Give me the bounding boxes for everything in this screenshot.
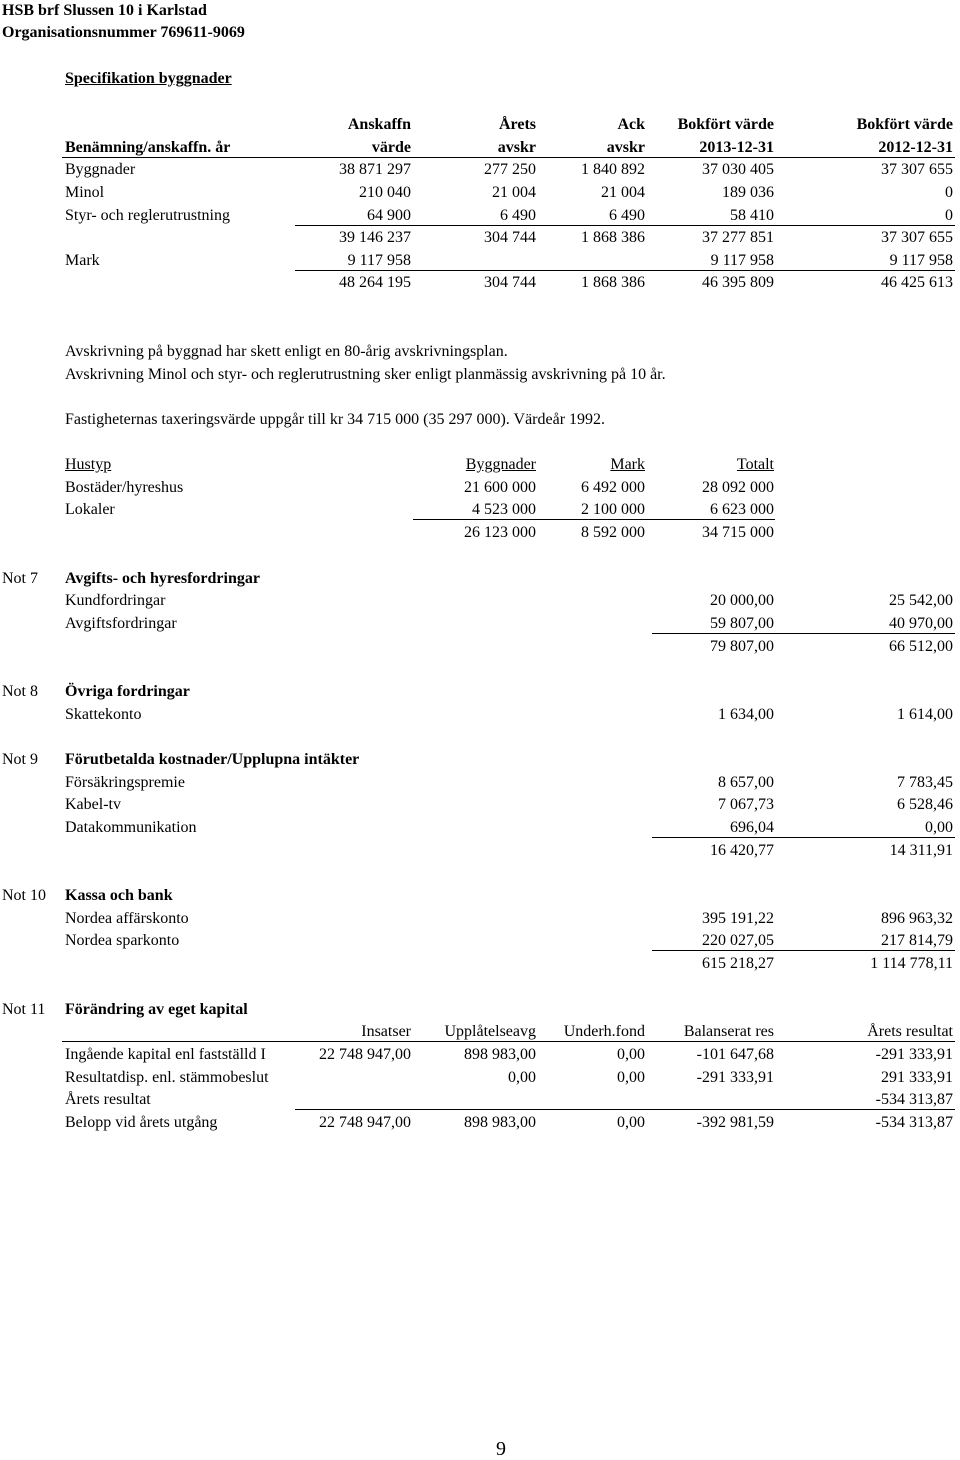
table-cell: 189 036 bbox=[722, 184, 774, 201]
table-cell: 696,04 bbox=[730, 819, 774, 836]
table-cell: 1 868 386 bbox=[581, 274, 645, 291]
spec-header-rule bbox=[62, 157, 955, 158]
table-cell: 9 117 958 bbox=[710, 252, 774, 269]
page-number: 9 bbox=[496, 1438, 506, 1460]
table-cell: -101 647,68 bbox=[696, 1046, 774, 1063]
table-cell: 48 264 195 bbox=[339, 274, 411, 291]
table-cell: 9 117 958 bbox=[347, 252, 411, 269]
table-row-label: Datakommunikation bbox=[65, 819, 197, 836]
table-cell: -291 333,91 bbox=[875, 1046, 953, 1063]
table-cell: 0 bbox=[945, 184, 953, 201]
spec-col-header-1a: Anskaffn bbox=[347, 116, 411, 133]
table-cell: 6 492 000 bbox=[581, 479, 645, 496]
tax-total-rule bbox=[413, 519, 775, 520]
org-number: Organisationsnummer 769611-9069 bbox=[2, 24, 245, 41]
table-cell: 64 900 bbox=[367, 207, 411, 224]
table-cell: 25 542,00 bbox=[889, 592, 953, 609]
equity-header: Årets resultat bbox=[867, 1023, 953, 1040]
table-cell: 9 117 958 bbox=[889, 252, 953, 269]
table-cell: 20 000,00 bbox=[710, 592, 774, 609]
table-row-label: Försäkringspremie bbox=[65, 774, 185, 791]
spec-col-header-3b: avskr bbox=[606, 139, 645, 156]
note-title: Övriga fordringar bbox=[65, 683, 190, 700]
note-text: Avskrivning Minol och styr- och reglerutrustning sker enligt planmässig avskrivning på 10 år. bbox=[65, 366, 666, 383]
table-cell: 898 983,00 bbox=[464, 1046, 536, 1063]
table-cell: 21 004 bbox=[601, 184, 645, 201]
note-label: Not 8 bbox=[2, 683, 38, 700]
table-row-label: Skattekonto bbox=[65, 706, 142, 723]
table-row-label: Årets resultat bbox=[65, 1091, 151, 1108]
table-cell: 6 528,46 bbox=[897, 796, 953, 813]
note-title: Kassa och bank bbox=[65, 887, 173, 904]
note-title: Förutbetalda kostnader/Upplupna intäkter bbox=[65, 751, 360, 768]
table-cell: 39 146 237 bbox=[339, 229, 411, 246]
table-cell: 1 614,00 bbox=[897, 706, 953, 723]
table-cell: 6 490 bbox=[609, 207, 645, 224]
tax-header-total: Totalt bbox=[736, 456, 774, 473]
table-row-label: Nordea sparkonto bbox=[65, 932, 180, 949]
table-cell: 46 425 613 bbox=[881, 274, 953, 291]
table-row-label: Byggnader bbox=[65, 161, 136, 178]
table-cell: 2 100 000 bbox=[581, 501, 645, 518]
table-cell: -392 981,59 bbox=[696, 1114, 774, 1131]
table-cell: 4 523 000 bbox=[472, 501, 536, 518]
spec-col-header-4b: 2013-12-31 bbox=[699, 139, 774, 156]
table-cell: 37 277 851 bbox=[702, 229, 774, 246]
spec-col-header-name: Benämning/anskaffn. år bbox=[65, 139, 231, 156]
note-text: Fastigheternas taxeringsvärde uppgår till kr 34 715 000 (35 297 000). Värdeår 1992. bbox=[65, 411, 606, 428]
equity-header: Insatser bbox=[361, 1023, 411, 1040]
table-cell: 21 004 bbox=[492, 184, 536, 201]
not10-total-rule bbox=[652, 950, 955, 951]
table-cell: 0 bbox=[945, 207, 953, 224]
table-cell: 6 490 bbox=[500, 207, 536, 224]
spec-col-header-2a: Årets bbox=[498, 116, 536, 133]
spec-subtotal-rule bbox=[295, 225, 955, 226]
table-row-label: Minol bbox=[65, 184, 105, 201]
table-cell: 59 807,00 bbox=[710, 615, 774, 632]
org-name: HSB brf Slussen 10 i Karlstad bbox=[2, 2, 207, 19]
table-cell: 28 092 000 bbox=[702, 479, 774, 496]
table-row-label: Nordea affärskonto bbox=[65, 910, 189, 927]
note-text: Avskrivning på byggnad har skett enligt en 80-årig avskrivningsplan. bbox=[65, 343, 508, 360]
table-cell: 8 592 000 bbox=[581, 524, 645, 541]
table-cell: 37 030 405 bbox=[702, 161, 774, 178]
spec-col-header-4a: Bokfört värde bbox=[677, 116, 774, 133]
table-cell: -291 333,91 bbox=[696, 1069, 774, 1086]
note-label: Not 9 bbox=[2, 751, 38, 768]
table-row-label: Kabel-tv bbox=[65, 796, 121, 813]
table-cell: 34 715 000 bbox=[702, 524, 774, 541]
table-cell: 37 307 655 bbox=[881, 161, 953, 178]
note-title: Förändring av eget kapital bbox=[65, 1001, 248, 1018]
note-title: Avgifts- och hyresfordringar bbox=[65, 570, 260, 587]
tax-header-land: Mark bbox=[610, 456, 645, 473]
table-cell: 304 744 bbox=[484, 274, 536, 291]
table-row-label: Belopp vid årets utgång bbox=[65, 1114, 218, 1131]
equity-header: Balanserat res bbox=[683, 1023, 774, 1040]
table-cell: 22 748 947,00 bbox=[319, 1114, 411, 1131]
table-cell: 66 512,00 bbox=[889, 638, 953, 655]
spec-col-header-3a: Ack bbox=[617, 116, 645, 133]
table-cell: 7 067,73 bbox=[718, 796, 774, 813]
table-cell: 79 807,00 bbox=[710, 638, 774, 655]
table-cell: 1 114 778,11 bbox=[870, 955, 953, 972]
table-row-label: Avgiftsfordringar bbox=[65, 615, 177, 632]
table-cell: 1 868 386 bbox=[581, 229, 645, 246]
table-cell: 16 420,77 bbox=[710, 842, 774, 859]
table-row-label: Ingående kapital enl fastställd I bbox=[65, 1046, 266, 1063]
table-cell: 217 814,79 bbox=[881, 932, 953, 949]
table-cell: 898 983,00 bbox=[464, 1114, 536, 1131]
table-cell: 896 963,32 bbox=[881, 910, 953, 927]
table-cell: 304 744 bbox=[484, 229, 536, 246]
table-cell: 46 395 809 bbox=[702, 274, 774, 291]
spec-total-rule bbox=[295, 270, 955, 271]
table-cell: 0,00 bbox=[617, 1046, 645, 1063]
table-cell: 395 191,22 bbox=[702, 910, 774, 927]
tax-header-buildings: Byggnader bbox=[465, 456, 536, 473]
table-cell: 0,00 bbox=[925, 819, 953, 836]
table-cell: 0,00 bbox=[508, 1069, 536, 1086]
table-cell: 7 783,45 bbox=[897, 774, 953, 791]
note-label: Not 7 bbox=[2, 570, 38, 587]
table-cell: -534 313,87 bbox=[875, 1114, 953, 1131]
equity-total-rule bbox=[295, 1109, 955, 1110]
table-cell: 58 410 bbox=[730, 207, 774, 224]
table-cell: 220 027,05 bbox=[702, 932, 774, 949]
table-row-label: Lokaler bbox=[65, 501, 115, 518]
spec-col-header-1b: värde bbox=[371, 139, 411, 156]
table-cell: 1 840 892 bbox=[581, 161, 645, 178]
table-row-label: Styr- och reglerutrustning bbox=[65, 207, 230, 224]
table-cell: 277 250 bbox=[484, 161, 536, 178]
table-row-label: Mark bbox=[65, 252, 100, 269]
table-cell: 615 218,27 bbox=[702, 955, 774, 972]
table-cell: 40 970,00 bbox=[889, 615, 953, 632]
equity-header: Underh.fond bbox=[563, 1023, 645, 1040]
spec-title: Specifikation byggnader bbox=[65, 70, 232, 87]
not9-total-rule bbox=[652, 837, 955, 838]
table-cell: 210 040 bbox=[359, 184, 411, 201]
table-cell: 37 307 655 bbox=[881, 229, 953, 246]
table-cell: 38 871 297 bbox=[339, 161, 411, 178]
note-label: Not 10 bbox=[2, 887, 46, 904]
table-cell: 14 311,91 bbox=[889, 842, 953, 859]
spec-col-header-2b: avskr bbox=[497, 139, 536, 156]
table-cell: 291 333,91 bbox=[881, 1069, 953, 1086]
table-cell: 8 657,00 bbox=[718, 774, 774, 791]
equity-header: Upplåtelseavg bbox=[444, 1023, 536, 1040]
not7-total-rule bbox=[652, 633, 955, 634]
tax-header-type: Hustyp bbox=[65, 456, 112, 473]
table-cell: 22 748 947,00 bbox=[319, 1046, 411, 1063]
table-cell: -534 313,87 bbox=[875, 1091, 953, 1108]
table-cell: 0,00 bbox=[617, 1114, 645, 1131]
table-row-label: Kundfordringar bbox=[65, 592, 166, 609]
note-label: Not 11 bbox=[2, 1001, 46, 1018]
table-row-label: Bostäder/hyreshus bbox=[65, 479, 184, 496]
table-cell: 26 123 000 bbox=[464, 524, 536, 541]
table-cell: 21 600 000 bbox=[464, 479, 536, 496]
table-cell: 6 623 000 bbox=[710, 501, 774, 518]
equity-header-rule bbox=[62, 1041, 955, 1042]
table-cell: 1 634,00 bbox=[718, 706, 774, 723]
spec-col-header-5a: Bokfört värde bbox=[856, 116, 953, 133]
table-row-label: Resultatdisp. enl. stämmobeslut bbox=[65, 1069, 269, 1086]
table-cell: 0,00 bbox=[617, 1069, 645, 1086]
spec-col-header-5b: 2012-12-31 bbox=[878, 139, 953, 156]
